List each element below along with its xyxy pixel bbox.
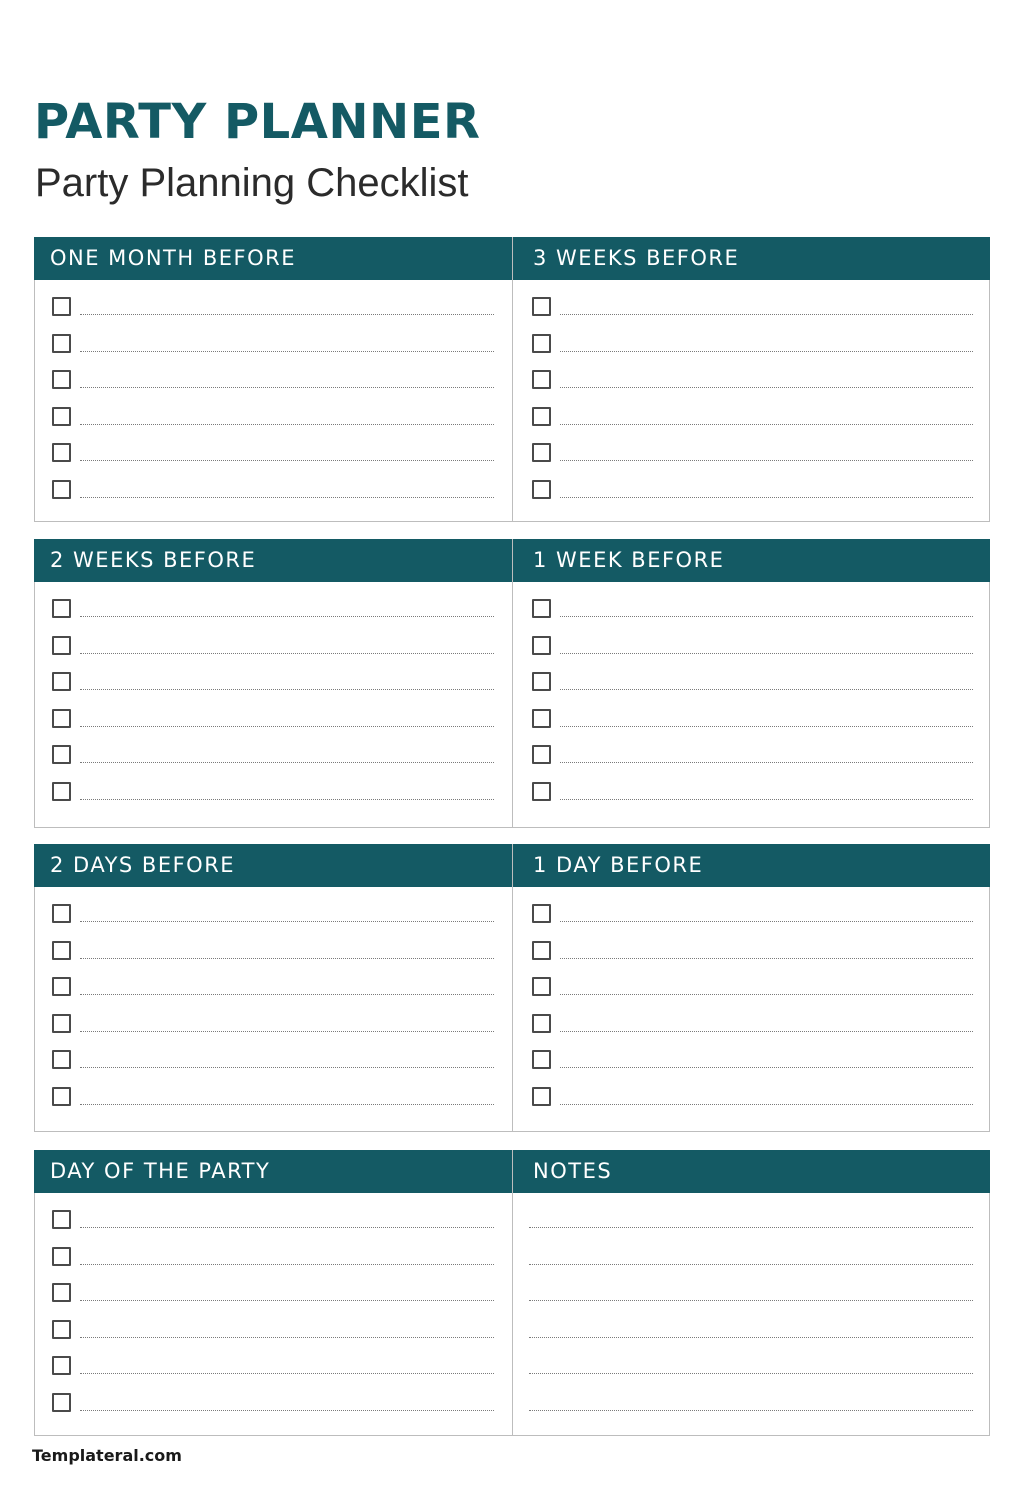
write-in-line[interactable]	[560, 351, 973, 352]
write-in-line[interactable]	[80, 799, 494, 800]
note-line-row	[513, 1390, 989, 1427]
checkbox[interactable]	[52, 1087, 71, 1106]
checklist-item	[35, 1207, 512, 1244]
write-in-line[interactable]	[560, 616, 973, 617]
write-in-line[interactable]	[80, 653, 494, 654]
checklist-item	[513, 404, 989, 441]
checklist-item	[35, 440, 512, 477]
write-in-line[interactable]	[80, 424, 494, 425]
section-title: 1 WEEK BEFORE	[533, 548, 725, 572]
write-in-line[interactable]	[560, 314, 973, 315]
checklist-item	[513, 294, 989, 331]
checklist-item	[35, 294, 512, 331]
checkbox[interactable]	[52, 1050, 71, 1069]
write-in-line[interactable]	[560, 460, 973, 461]
checklist-item	[513, 1011, 989, 1048]
checklist-1-day-before	[513, 844, 989, 1131]
checkbox[interactable]	[532, 1014, 551, 1033]
checkbox[interactable]	[52, 941, 71, 960]
checklist-item	[35, 1390, 512, 1427]
write-in-line[interactable]	[560, 387, 973, 388]
checklist-item	[35, 1084, 512, 1121]
checkbox[interactable]	[52, 709, 71, 728]
checklist-item	[513, 901, 989, 938]
checkbox[interactable]	[532, 745, 551, 764]
write-in-line[interactable]	[560, 994, 973, 995]
write-in-line[interactable]	[80, 689, 494, 690]
checklist-item	[35, 477, 512, 514]
checklist-item	[35, 1353, 512, 1390]
checklist-item	[35, 404, 512, 441]
checklist-item	[35, 1280, 512, 1317]
checkbox[interactable]	[532, 443, 551, 462]
write-in-line[interactable]	[80, 387, 494, 388]
checklist-item	[35, 1244, 512, 1281]
checkbox[interactable]	[52, 443, 71, 462]
write-in-line[interactable]	[560, 1067, 973, 1068]
note-line-row	[513, 1207, 989, 1244]
checklist-item	[35, 742, 512, 779]
write-in-line[interactable]	[80, 994, 494, 995]
write-in-line[interactable]	[80, 616, 494, 617]
checkbox[interactable]	[532, 636, 551, 655]
checklist-one-month-before	[35, 237, 512, 521]
checklist-item	[513, 974, 989, 1011]
checklist-item	[513, 596, 989, 633]
checkbox[interactable]	[52, 1356, 71, 1375]
checklist-2-weeks-before	[35, 539, 512, 827]
checklist-2-days-before	[35, 844, 512, 1131]
checklist-rows	[35, 294, 512, 513]
write-in-line[interactable]	[560, 1031, 973, 1032]
checklist-item	[513, 633, 989, 670]
note-line[interactable]	[529, 1264, 973, 1265]
checkbox[interactable]	[532, 334, 551, 353]
checklist-item	[513, 1084, 989, 1121]
note-line[interactable]	[529, 1373, 973, 1374]
checklist-section-4	[34, 1150, 990, 1436]
section-title: 2 WEEKS BEFORE	[50, 548, 257, 572]
checkbox[interactable]	[52, 1393, 71, 1412]
write-in-line[interactable]	[560, 1104, 973, 1105]
checklist-rows	[35, 1207, 512, 1426]
checklist-item	[35, 1011, 512, 1048]
checkbox[interactable]	[532, 480, 551, 499]
checklist-item	[513, 779, 989, 816]
section-title: NOTES	[533, 1159, 613, 1183]
checkbox[interactable]	[52, 1014, 71, 1033]
note-line[interactable]	[529, 1300, 973, 1301]
section-title: 3 WEEKS BEFORE	[533, 246, 740, 270]
checklist-item	[35, 901, 512, 938]
write-in-line[interactable]	[80, 1410, 494, 1411]
checkbox[interactable]	[532, 599, 551, 618]
section-title: DAY OF THE PARTY	[50, 1159, 271, 1183]
notes-area	[513, 1150, 989, 1435]
write-in-line[interactable]	[80, 1264, 494, 1265]
write-in-line[interactable]	[560, 689, 973, 690]
write-in-line[interactable]	[80, 1067, 494, 1068]
write-in-line[interactable]	[80, 726, 494, 727]
checkbox[interactable]	[52, 480, 71, 499]
checklist-item	[35, 331, 512, 368]
checkbox[interactable]	[52, 407, 71, 426]
checkbox[interactable]	[52, 297, 71, 316]
checkbox[interactable]	[532, 1087, 551, 1106]
checkbox[interactable]	[532, 297, 551, 316]
checklist-rows	[513, 294, 989, 513]
checkbox[interactable]	[532, 904, 551, 923]
write-in-line[interactable]	[80, 314, 494, 315]
checklist-item	[35, 779, 512, 816]
checklist-item	[513, 440, 989, 477]
checklist-item	[35, 669, 512, 706]
checkbox[interactable]	[532, 941, 551, 960]
checklist-item	[35, 1317, 512, 1354]
write-in-line[interactable]	[80, 1373, 494, 1374]
checklist-item	[35, 938, 512, 975]
page-title: PARTY PLANNER	[34, 94, 481, 150]
write-in-line[interactable]	[80, 762, 494, 763]
checkbox[interactable]	[52, 904, 71, 923]
checklist-item	[513, 938, 989, 975]
write-in-line[interactable]	[560, 653, 973, 654]
checklist-day-of-the-party	[35, 1150, 512, 1435]
write-in-line[interactable]	[560, 921, 973, 922]
write-in-line[interactable]	[560, 799, 973, 800]
section-title: 2 DAYS BEFORE	[50, 853, 236, 877]
checkbox[interactable]	[532, 407, 551, 426]
checklist-section-2	[34, 539, 990, 828]
checkbox[interactable]	[532, 672, 551, 691]
write-in-line[interactable]	[80, 1337, 494, 1338]
checklist-item	[35, 974, 512, 1011]
checklist-item	[513, 367, 989, 404]
write-in-line[interactable]	[80, 1227, 494, 1228]
note-line[interactable]	[529, 1227, 973, 1228]
checklist-item	[35, 1047, 512, 1084]
checkbox[interactable]	[52, 745, 71, 764]
note-line-row	[513, 1317, 989, 1354]
write-in-line[interactable]	[80, 1031, 494, 1032]
checklist-item	[35, 633, 512, 670]
checkbox[interactable]	[52, 334, 71, 353]
write-in-line[interactable]	[80, 958, 494, 959]
checkbox[interactable]	[532, 370, 551, 389]
checkbox[interactable]	[52, 977, 71, 996]
checkbox[interactable]	[52, 370, 71, 389]
note-line-row	[513, 1353, 989, 1390]
section-title: 1 DAY BEFORE	[533, 853, 704, 877]
checklist-item	[513, 706, 989, 743]
note-line-row	[513, 1280, 989, 1317]
checklist-rows	[35, 901, 512, 1120]
checkbox[interactable]	[52, 672, 71, 691]
page-subtitle: Party Planning Checklist	[35, 161, 469, 205]
section-title: ONE MONTH BEFORE	[50, 246, 296, 270]
checklist-item	[513, 477, 989, 514]
checkbox[interactable]	[532, 977, 551, 996]
checklist-item	[35, 596, 512, 633]
checkbox[interactable]	[52, 1210, 71, 1229]
write-in-line[interactable]	[560, 497, 973, 498]
write-in-line[interactable]	[560, 726, 973, 727]
checkbox[interactable]	[52, 599, 71, 618]
write-in-line[interactable]	[560, 424, 973, 425]
checklist-3-weeks-before	[513, 237, 989, 521]
checkbox[interactable]	[532, 782, 551, 801]
checkbox[interactable]	[532, 709, 551, 728]
checklist-item	[513, 331, 989, 368]
write-in-line[interactable]	[560, 762, 973, 763]
notes-lines	[513, 1207, 989, 1426]
footer-brand: Templateral.com	[32, 1446, 182, 1465]
write-in-line[interactable]	[560, 958, 973, 959]
write-in-line[interactable]	[80, 497, 494, 498]
checkbox[interactable]	[52, 1247, 71, 1266]
note-line[interactable]	[529, 1337, 973, 1338]
checklist-item	[513, 1047, 989, 1084]
write-in-line[interactable]	[80, 351, 494, 352]
note-line[interactable]	[529, 1410, 973, 1411]
checkbox[interactable]	[52, 636, 71, 655]
checklist-item	[35, 706, 512, 743]
checklist-rows	[35, 596, 512, 815]
checklist-rows	[513, 596, 989, 815]
checklist-item	[513, 742, 989, 779]
write-in-line[interactable]	[80, 460, 494, 461]
write-in-line[interactable]	[80, 1300, 494, 1301]
checkbox[interactable]	[532, 1050, 551, 1069]
checkbox[interactable]	[52, 1283, 71, 1302]
note-line-row	[513, 1244, 989, 1281]
checklist-item	[35, 367, 512, 404]
checklist-rows	[513, 901, 989, 1120]
write-in-line[interactable]	[80, 1104, 494, 1105]
checklist-section-3	[34, 844, 990, 1132]
checkbox[interactable]	[52, 782, 71, 801]
checklist-item	[513, 669, 989, 706]
checkbox[interactable]	[52, 1320, 71, 1339]
write-in-line[interactable]	[80, 921, 494, 922]
checklist-section-1	[34, 237, 990, 522]
checklist-1-week-before	[513, 539, 989, 827]
